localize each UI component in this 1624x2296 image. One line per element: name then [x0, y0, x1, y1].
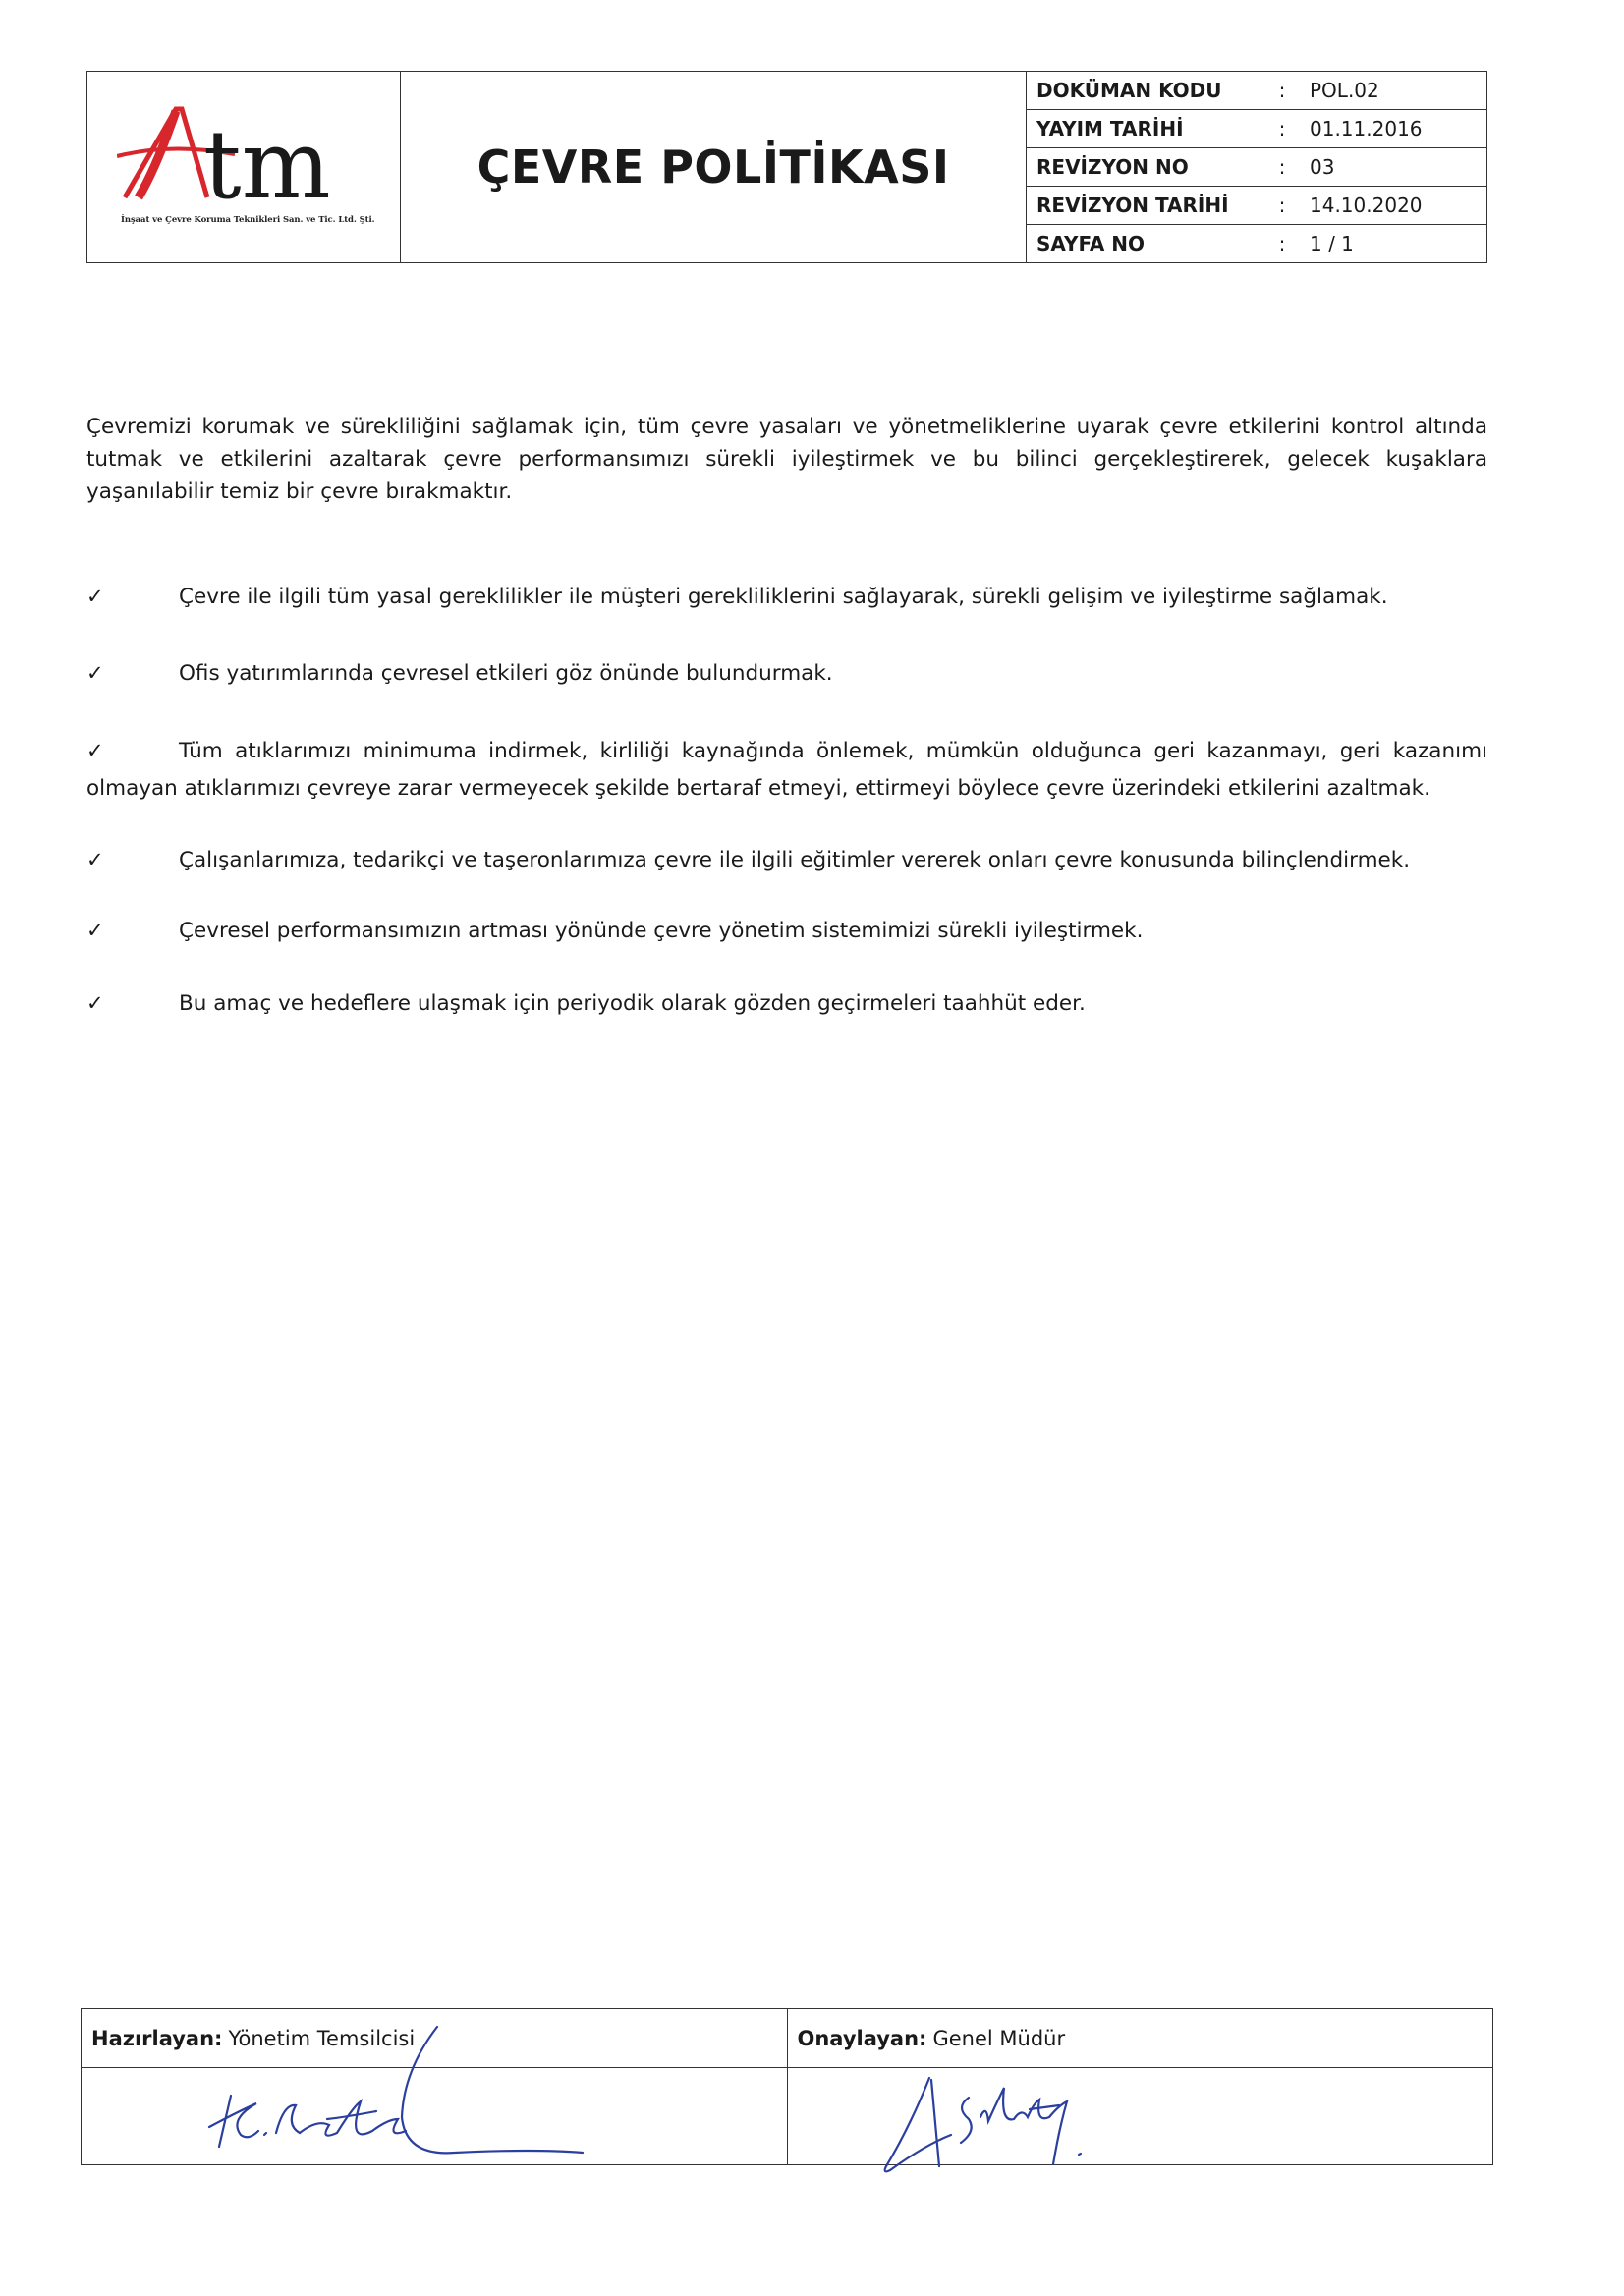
meta-row-revision-date [1027, 187, 1486, 225]
meta-label: YAYIM TARİHİ [1036, 117, 1184, 140]
policy-item [86, 984, 1487, 1023]
meta-label: REVİZYON NO [1036, 155, 1189, 179]
document-title: ÇEVRE POLİTİKASI [476, 140, 950, 194]
policy-item-text: Ofis yatırımlarında çevresel etkileri göz önünde bulundurmak. [179, 661, 833, 686]
meta-value: 01.11.2016 [1310, 117, 1423, 140]
meta-value: POL.02 [1310, 79, 1379, 102]
signature-icon [180, 2009, 730, 2156]
logo-cell [87, 72, 401, 262]
policy-item [86, 912, 1487, 950]
meta-value: 14.10.2020 [1310, 194, 1423, 217]
checkmark-icon: ✓ [86, 585, 104, 608]
policy-item [86, 841, 1487, 879]
meta-value: 03 [1310, 155, 1335, 179]
signature-icon [867, 2048, 1161, 2186]
document-meta-table [1027, 72, 1486, 262]
policy-item-text: Çevresel performansımızın artması yönünde çevre yönetim sistemimizi sürekli iyileştirmek. [179, 919, 1144, 943]
company-full-name: İnşaat ve Çevre Koruma Teknikleri San. ve Tic. Ltd. Şti. [121, 215, 375, 225]
meta-row-page-no [1027, 225, 1486, 262]
policy-item-text: Tüm atıklarımızı minimuma indirmek, kirliliği kaynağında önlemek, mümkün olduğunca geri kazanmayı, geri kazanımı olmayan atıklarımızı çevreye zarar vermeyecek şekilde bertaraf etmeyi, ettirmeyi böylece çevre üzerindeki etkilerini azaltmak. [86, 739, 1487, 801]
svg-text:tm: tm [203, 110, 331, 217]
meta-separator: : [1278, 155, 1286, 179]
meta-label: DOKÜMAN KODU [1036, 79, 1222, 102]
policy-item-text: Çevre ile ilgili tüm yasal gereklilikler ile müşteri gerekliliklerini sağlayarak, sürekli gelişim ve iyileştirme sağlamak. [179, 585, 1388, 609]
approved-by-label: Onaylayan: [797, 2026, 927, 2050]
meta-label: SAYFA NO [1036, 232, 1145, 255]
checkmark-icon: ✓ [86, 991, 104, 1015]
meta-separator: : [1278, 194, 1286, 217]
prepared-by-cell [82, 2009, 787, 2164]
meta-label: REVİZYON TARİHİ [1036, 194, 1229, 217]
approved-by-signature-area [788, 2068, 1493, 2164]
approved-by-value: Genel Müdür [932, 2026, 1066, 2050]
company-logo [117, 99, 382, 217]
meta-row-revision-no [1027, 148, 1486, 187]
approval-table [81, 2008, 1493, 2165]
policy-item-text: Bu amaç ve hedeflere ulaşmak için periyodik olarak gözden geçirmeleri taahhüt eder. [179, 991, 1086, 1016]
policy-item-text: Çalışanlarımıza, tedarikçi ve taşeronlarımıza çevre ile ilgili eğitimler vererek onları çevre konusunda bilinçlendirmek. [179, 848, 1411, 872]
policy-item [86, 732, 1487, 808]
meta-separator: : [1278, 232, 1286, 255]
checkmark-icon: ✓ [86, 661, 104, 685]
document-header [86, 71, 1487, 263]
meta-separator: : [1278, 117, 1286, 140]
prepared-by-label: Hazırlayan: [91, 2026, 223, 2050]
title-cell [401, 72, 1027, 262]
meta-separator: : [1278, 79, 1286, 102]
policy-intro-paragraph: Çevremizi korumak ve sürekliliğini sağlamak için, tüm çevre yasaları ve yönetmeliklerine uyarak çevre etkilerini kontrol altında tutmak ve etkilerini azaltarak çevre performansımızı sürekli iyileştirmek ve bu bilinci gerçekleştirerek, gelecek kuşaklara yaşanılabilir temiz bir çevre bırakmaktır. [86, 415, 1487, 504]
meta-row-document-code [1027, 72, 1486, 110]
checkmark-icon: ✓ [86, 919, 104, 942]
checkmark-icon: ✓ [86, 848, 104, 871]
policy-item [86, 578, 1487, 616]
meta-value: 1 / 1 [1310, 232, 1354, 255]
policy-item [86, 654, 1487, 693]
checkmark-icon: ✓ [86, 739, 104, 762]
meta-row-publish-date [1027, 110, 1486, 148]
prepared-by-value: Yönetim Temsilcisi [228, 2026, 416, 2050]
prepared-by-signature-area [82, 2068, 787, 2164]
approved-by-cell [787, 2009, 1493, 2164]
